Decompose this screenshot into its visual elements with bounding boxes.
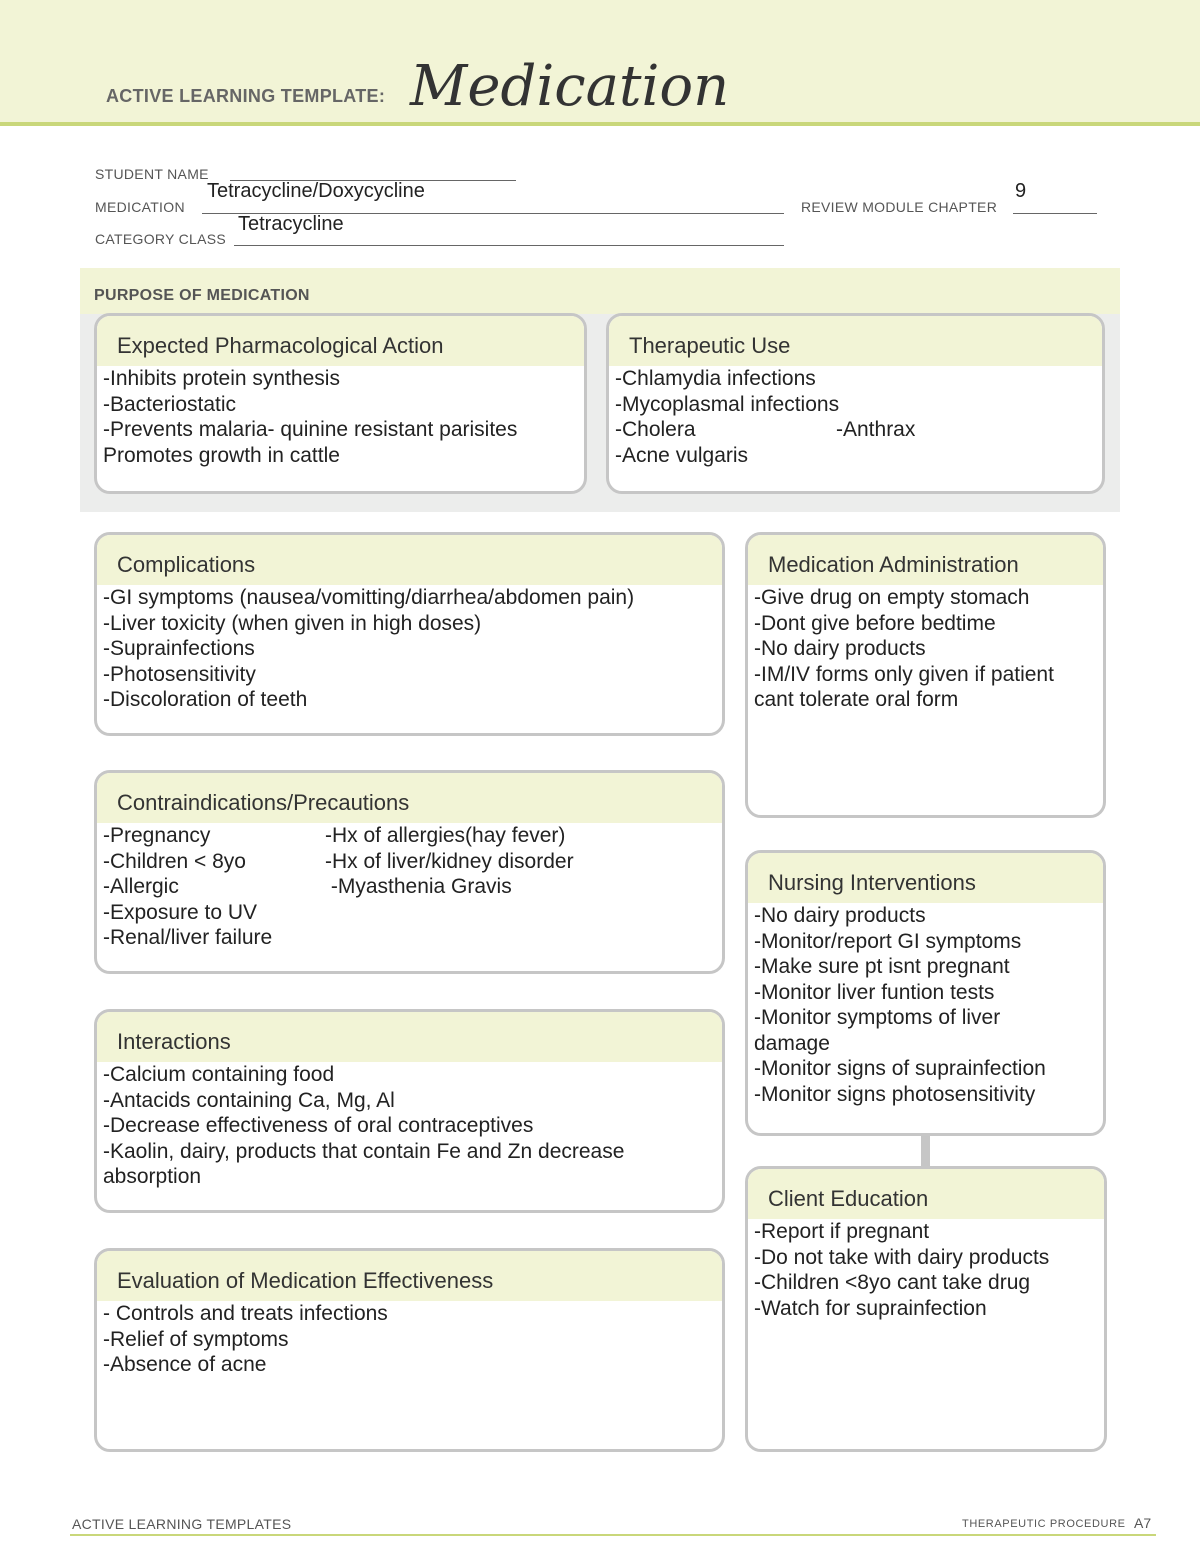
list-item: -No dairy products bbox=[754, 637, 926, 660]
card-evaluation-body[interactable] bbox=[97, 1301, 722, 1378]
list-item: -Hx of liver/kidney disorder bbox=[325, 849, 574, 873]
card-interactions bbox=[94, 1009, 725, 1213]
list-item: -Monitor signs photosensitivity bbox=[754, 1082, 1036, 1106]
card-nursing-interventions-title: Nursing Interventions bbox=[748, 853, 1103, 903]
list-item: -Suprainfections bbox=[103, 637, 255, 660]
list-item: -IM/IV forms only given if patient bbox=[754, 662, 1054, 686]
card-expected-action bbox=[94, 313, 587, 494]
list-item: -Dont give before bedtime bbox=[754, 611, 996, 635]
footer-right: THERAPEUTIC PROCEDURE bbox=[962, 1518, 1126, 1530]
list-item: -Children < 8yo bbox=[103, 849, 246, 873]
list-item: -Pregnancy bbox=[103, 824, 211, 847]
list-item: -No dairy products bbox=[754, 904, 926, 927]
review-module-value[interactable]: 9 bbox=[1015, 180, 1027, 202]
card-complications-body[interactable] bbox=[97, 585, 722, 713]
list-item: -Prevents malaria- quinine resistant parisites bbox=[103, 418, 518, 441]
card-medication-administration bbox=[745, 532, 1106, 818]
list-item: -Photosensitivity bbox=[103, 662, 256, 686]
list-item: -Mycoplasmal infections bbox=[615, 392, 840, 416]
header-rule bbox=[0, 122, 1200, 126]
card-contraindications-title: Contraindications/Precautions bbox=[97, 773, 722, 823]
list-item: -Hx of allergies(hay fever) bbox=[325, 824, 566, 847]
card-interactions-body[interactable] bbox=[97, 1062, 722, 1190]
list-item: -Monitor symptoms of liver bbox=[754, 1006, 1001, 1029]
list-item: -Do not take with dairy products bbox=[754, 1245, 1050, 1269]
review-module-label: REVIEW MODULE CHAPTER bbox=[801, 199, 998, 215]
list-item: damage bbox=[754, 1031, 830, 1055]
list-item: -Monitor liver funtion tests bbox=[754, 980, 995, 1004]
connector bbox=[921, 1134, 930, 1166]
list-item: -Inhibits protein synthesis bbox=[103, 367, 340, 390]
card-medication-administration-body[interactable] bbox=[748, 585, 1103, 713]
card-expected-action-title: Expected Pharmacological Action bbox=[97, 316, 584, 366]
page-number: A7 bbox=[1134, 1515, 1152, 1531]
list-item: -Liver toxicity (when given in high doses) bbox=[103, 611, 482, 635]
card-therapeutic-use-title: Therapeutic Use bbox=[609, 316, 1102, 366]
list-item: -Watch for suprainfection bbox=[754, 1296, 987, 1320]
category-class-label: CATEGORY CLASS bbox=[95, 231, 227, 247]
list-item: -Bacteriostatic bbox=[103, 392, 237, 416]
category-class-value[interactable]: Tetracycline bbox=[238, 213, 344, 235]
list-item: -Renal/liver failure bbox=[103, 926, 273, 949]
footer-left: ACTIVE LEARNING TEMPLATES bbox=[72, 1516, 292, 1532]
card-nursing-interventions-body[interactable] bbox=[748, 903, 1103, 1107]
category-class-line bbox=[234, 245, 784, 246]
list-item: -Report if pregnant bbox=[754, 1220, 930, 1243]
list-item: -Allergic bbox=[103, 875, 179, 898]
card-nursing-interventions bbox=[745, 850, 1106, 1136]
list-item: -Myasthenia Gravis bbox=[325, 875, 512, 898]
list-item: -Kaolin, dairy, products that contain Fe and Zn decrease bbox=[103, 1139, 625, 1163]
card-evaluation bbox=[94, 1248, 725, 1452]
purpose-title: PURPOSE OF MEDICATION bbox=[94, 287, 310, 304]
list-item: -Monitor/report GI symptoms bbox=[754, 929, 1022, 953]
list-item: -Cholera bbox=[615, 418, 696, 441]
footer-rule bbox=[70, 1534, 1156, 1536]
card-therapeutic-use-body[interactable] bbox=[609, 366, 1102, 468]
list-item: absorption bbox=[103, 1165, 202, 1188]
card-therapeutic-use bbox=[606, 313, 1105, 494]
list-item: -Exposure to UV bbox=[103, 900, 258, 924]
list-item: -Chlamydia infections bbox=[615, 367, 816, 390]
list-item: -Antacids containing Ca, Mg, Al bbox=[103, 1088, 395, 1112]
list-item: -Anthrax bbox=[836, 418, 916, 441]
card-contraindications-body[interactable] bbox=[97, 823, 722, 951]
list-item: -Calcium containing food bbox=[103, 1063, 335, 1086]
card-medication-administration-title: Medication Administration bbox=[748, 535, 1103, 585]
card-evaluation-title: Evaluation of Medication Effectiveness bbox=[97, 1251, 722, 1301]
student-name-label: STUDENT NAME bbox=[95, 166, 209, 182]
card-expected-action-body[interactable] bbox=[97, 366, 584, 468]
card-client-education bbox=[745, 1166, 1107, 1452]
card-complications-title: Complications bbox=[97, 535, 722, 585]
card-complications bbox=[94, 532, 725, 736]
review-module-line bbox=[1013, 213, 1097, 214]
medication-value[interactable]: Tetracycline/Doxycycline bbox=[207, 180, 425, 202]
list-item: -Children <8yo cant take drug bbox=[754, 1271, 1031, 1294]
list-item: -GI symptoms (nausea/vomitting/diarrhea/abdomen pain) bbox=[103, 586, 635, 609]
list-item: -Acne vulgaris bbox=[615, 443, 749, 467]
card-client-education-body[interactable] bbox=[748, 1219, 1104, 1321]
header-label: ACTIVE LEARNING TEMPLATE: bbox=[106, 86, 386, 106]
list-item: Promotes growth in cattle bbox=[103, 443, 340, 467]
list-item: - Controls and treats infections bbox=[103, 1302, 388, 1325]
list-item: -Decrease effectiveness of oral contraceptives bbox=[103, 1114, 534, 1137]
list-item: -Discoloration of teeth bbox=[103, 688, 308, 711]
list-item: -Monitor signs of suprainfection bbox=[754, 1057, 1046, 1080]
list-item: -Absence of acne bbox=[103, 1353, 267, 1376]
card-interactions-title: Interactions bbox=[97, 1012, 722, 1062]
list-item: cant tolerate oral form bbox=[754, 688, 959, 711]
list-item: -Relief of symptoms bbox=[103, 1327, 289, 1351]
medication-label: MEDICATION bbox=[95, 199, 185, 215]
card-client-education-title: Client Education bbox=[748, 1169, 1104, 1219]
card-contraindications bbox=[94, 770, 725, 974]
list-item: -Give drug on empty stomach bbox=[754, 586, 1030, 609]
page-title: Medication bbox=[410, 54, 730, 119]
list-item: -Make sure pt isnt pregnant bbox=[754, 955, 1010, 978]
